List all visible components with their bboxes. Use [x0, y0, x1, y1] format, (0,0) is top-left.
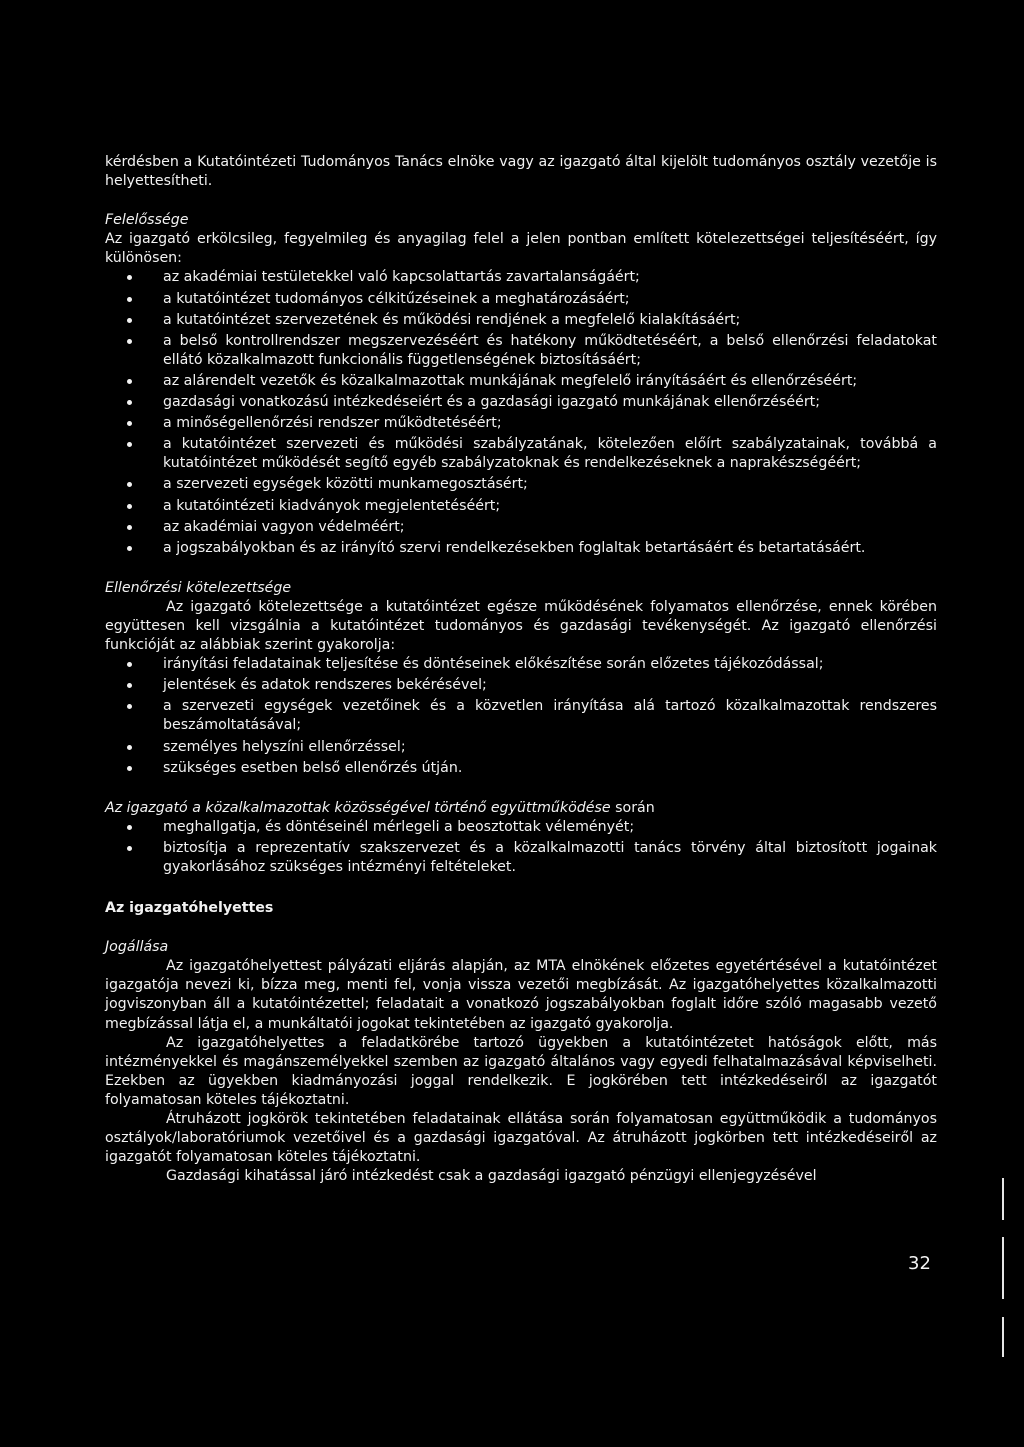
ellenorzesi-lead: Az igazgató kötelezettsége a kutatóintézet egésze működésének folyamatos ellenőrzése, ennek körében együttesen kell vizsgálnia a kutatóintézet tudományos és gazdasági tevékenységét. Az igazgató ellenőrzési funkcióját az alábbiak szerint gyakorolja:	[105, 598, 937, 654]
igazgatohelyettes-paragraph: Az igazgatóhelyettes a feladatkörébe tartozó ügyekben a kutatóintézetet hatóságok előtt, más intézményekkel és magánszemélyekkel szemben az igazgató általános vagy egyedi felhatalmazásával képviselheti. Ezekben az ügyekben kiadmányozási joggal rendelkezik. E jogkörében tett intézkedéseiről az igazgatót folyamatosan köteles tájékoztatni.	[105, 1034, 937, 1108]
list-item: gazdasági vonatkozású intézkedéseiért és a gazdasági igazgató munkájának ellenőrzéséért;	[105, 393, 937, 412]
margin-bar	[1002, 1317, 1004, 1357]
list-item: a kutatóintézet szervezeti és működési szabályzatának, kötelezően előírt szabályzatainak, továbbá a kutatóintézet működését segítő egyéb szabályzatoknak és rendelkezéseknek a naprakészségéért;	[105, 435, 937, 473]
spacer	[105, 560, 937, 579]
ellenorzesi-list	[105, 655, 937, 778]
list-item: az akadémiai testületekkel való kapcsolattartás zavartalanságáért;	[105, 268, 937, 287]
list-item: szükséges esetben belső ellenőrzés útján.	[105, 759, 937, 778]
spacer	[105, 191, 937, 211]
list-item: a kutatóintézeti kiadványok megjelentetéséért;	[105, 497, 937, 516]
margin-bar	[1002, 1237, 1004, 1299]
page-number: 32	[908, 1253, 931, 1274]
list-item: a jogszabályokban és az irányító szervi rendelkezésekben foglaltak betartásáért és betartatásáért.	[105, 539, 937, 558]
list-item: jelentések és adatok rendszeres bekérésével;	[105, 676, 937, 695]
list-item: személyes helyszíni ellenőrzéssel;	[105, 738, 937, 757]
list-item: biztosítja a reprezentatív szakszervezet és a közalkalmazotti tanács törvény által biztosított jogainak gyakorlásához szükséges intézményi feltételeket.	[105, 839, 937, 877]
igazgatohelyettes-paragraph: Átruházott jogkörök tekintetében feladatainak ellátása során folyamatosan együttműködik a tudományos osztályok/laboratóriumok vezetőivel és a gazdasági igazgatóval. Az átruházott jogkörben tett intézkedéseiről az igazgatót folyamatosan köteles tájékoztatni.	[105, 1111, 937, 1166]
list-item: irányítási feladatainak teljesítése és döntéseinek előkészítése során előzetes tájékozódással;	[105, 655, 937, 674]
list-item: a kutatóintézet szervezetének és működési rendjének a megfelelő kialakításáért;	[105, 311, 937, 330]
ellenorzesi-heading: Ellenőrzési kötelezettsége	[105, 579, 292, 596]
list-item: a szervezeti egységek közötti munkamegosztásért;	[105, 475, 937, 494]
jogallasa-heading: Jogállása	[105, 939, 169, 956]
list-item: a minőségellenőrzési rendszer működtetéséért;	[105, 414, 937, 433]
igazgatohelyettes-paragraph: Gazdasági kihatással járó intézkedést csak a gazdasági igazgató pénzügyi ellenjegyzésével	[166, 1168, 817, 1185]
igazgatohelyettes-heading: Az igazgatóhelyettes	[105, 900, 274, 917]
list-item: az alárendelt vezetők és közalkalmazottak munkájának megfelelő irányításáért és ellenőrzéséért;	[105, 372, 937, 391]
list-item: a belső kontrollrendszer megszervezéséért és hatékony működtetéséért, a belső ellenőrzési feladatokat ellátó közalkalmazott funkcionális függetlenségének biztosításáért;	[105, 332, 937, 370]
felelosseg-section	[105, 211, 937, 558]
egyuttmukodes-heading	[105, 799, 937, 818]
igazgatohelyettes-section	[105, 899, 937, 1186]
igazgatohelyettes-paragraph: Az igazgatóhelyettest pályázati eljárás alapján, az MTA elnökének előzetes egyetértésével a kutatóintézet igazgatója nevezi ki, bízza meg, menti fel, vonja vissza vezetői megbízását. Az igazgatóhelyettes közalkalmazotti jogviszonyban áll a kutatóintézettel; feladatait a vonatkozó jogszabályokban foglalt időre szóló magasabb vezető megbízással látja el, a munkáltatói jogokat tekintetében az igazgató gyakorolja.	[105, 958, 937, 1032]
felelosseg-lead: Az igazgató erkölcsileg, fegyelmileg és anyagilag felel a jelen pontban említett kötelezettségei teljesítéséért, így különösen:	[105, 231, 937, 267]
felelosseg-heading: Felelőssége	[105, 212, 189, 229]
egyuttmukodes-section	[105, 799, 937, 877]
egyuttmukodes-heading-italic: Az igazgató a közalkalmazottak közösségével történő együttműködése	[105, 799, 611, 816]
document-body	[105, 153, 937, 1186]
felelosseg-list	[105, 268, 937, 557]
list-item: a kutatóintézet tudományos célkitűzéseinek a meghatározásáért;	[105, 290, 937, 309]
egyuttmukodes-heading-tail: során	[610, 799, 655, 816]
egyuttmukodes-list	[105, 818, 937, 877]
intro-paragraph: kérdésben a Kutatóintézeti Tudományos Tanács elnöke vagy az igazgató által kijelölt tudományos osztály vezetője is helyettesítheti.	[105, 154, 937, 190]
margin-bar	[1002, 1178, 1004, 1220]
ellenorzesi-section	[105, 579, 937, 778]
spacer	[105, 780, 937, 799]
list-item: a szervezeti egységek vezetőinek és a közvetlen irányítása alá tartozó közalkalmazottak rendszeres beszámoltatásával;	[105, 697, 937, 735]
list-item: az akadémiai vagyon védelméért;	[105, 518, 937, 537]
list-item: meghallgatja, és döntéseinél mérlegeli a beosztottak véleményét;	[105, 818, 937, 837]
spacer	[105, 879, 937, 899]
spacer	[105, 918, 937, 938]
